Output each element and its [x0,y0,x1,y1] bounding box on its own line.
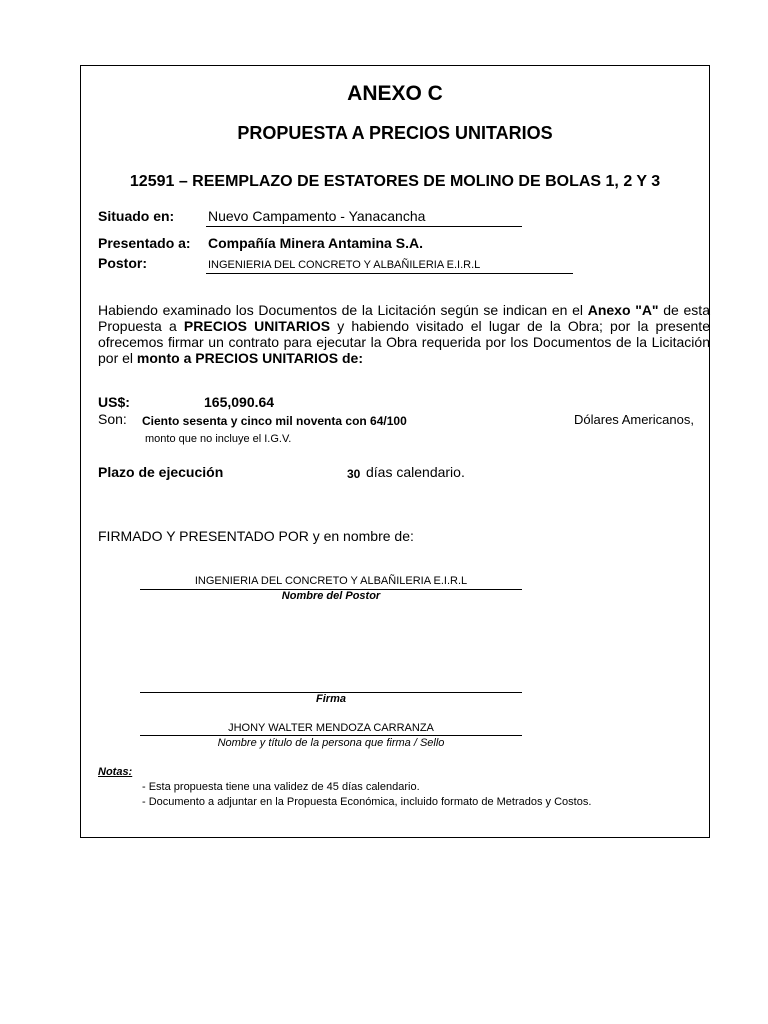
postor-name-caption: Nombre del Postor [281,590,381,602]
situado-underline [206,226,522,227]
intro-paragraph: Habiendo examinado los Documentos de la Licitación según se indican en el Anexo "A" de esta Propuesta a PRECIOS UNITARIOS y habiendo visitado el lugar de la Obra; por la presente ofrecemos firmar un contrato para ejecutar la Obra requerida por los Documentos de la Licitación por el monto a PRECIOS UNITARIOS de: [98,302,710,366]
son-label: Son: [98,411,127,427]
situado-label: Situado en: [98,208,175,224]
signer-line [140,735,522,736]
currency-words: Dólares Americanos, [574,412,694,427]
plazo-unit: días calendario. [366,464,465,480]
note-item: - Documento a adjuntar en la Propuesta Económica, incluido formato de Metrados y Costos. [142,796,592,808]
presentado-value: Compañía Minera Antamina S.A. [208,235,423,251]
presentado-label: Presentado a: [98,235,191,251]
annex-title: ANEXO C [347,82,443,105]
amount-in-words: Ciento sesenta y cinco mil noventa con 64/100 [142,414,407,428]
postor-underline [206,273,573,274]
signer-caption: Nombre y título de la persona que firma / Sello [217,737,445,749]
signer-name: JHONY WALTER MENDOZA CARRANZA [228,722,434,734]
proposal-title: PROPUESTA A PRECIOS UNITARIOS [237,123,553,143]
note-item: - Esta propuesta tiene una validez de 45 días calendario. [142,781,420,793]
plazo-days: 30 [347,467,361,481]
project-title: 12591 – REEMPLAZO DE ESTATORES DE MOLINO DE BOLAS 1, 2 Y 3 [129,173,661,190]
amount-value: 165,090.64 [204,394,275,410]
postor-value: INGENIERIA DEL CONCRETO Y ALBAÑILERIA E.I.R.L [208,259,481,271]
postor-label: Postor: [98,255,147,271]
situado-value: Nuevo Campamento - Yanacancha [208,208,426,224]
signed-intro: FIRMADO Y PRESENTADO POR y en nombre de: [98,528,414,544]
postor-name: INGENIERIA DEL CONCRETO Y ALBAÑILERIA E.I.R.L [194,575,468,587]
currency-label: US$: [98,394,130,410]
plazo-label: Plazo de ejecución [98,464,224,480]
notes-title: Notas: [98,766,133,778]
firma-caption: Firma [316,693,346,705]
igv-note: monto que no incluye el I.G.V. [145,433,292,445]
document-frame [80,65,710,838]
